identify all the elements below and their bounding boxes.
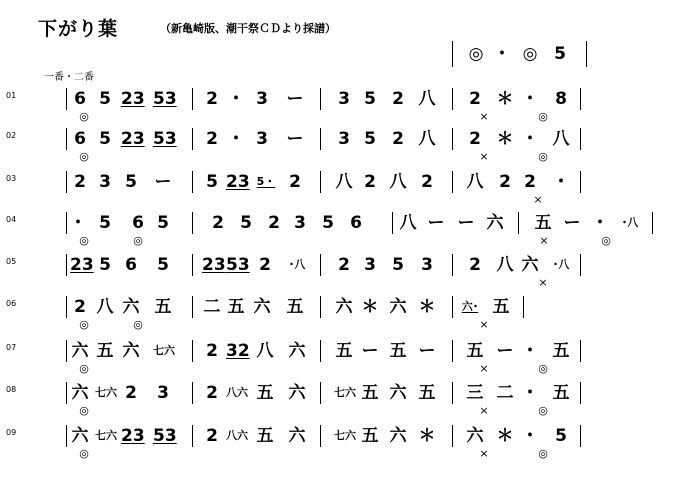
note: 2: [206, 89, 218, 109]
line-number: 05: [6, 257, 17, 266]
note: 2: [499, 172, 511, 192]
barline: [66, 128, 67, 150]
barline: [523, 296, 524, 318]
score-line: [0, 425, 696, 465]
barline: [66, 296, 67, 318]
note: ＊: [496, 129, 514, 149]
double-circle-mark: ◎: [79, 110, 89, 123]
line-number: 03: [6, 174, 17, 183]
score-line: [0, 128, 696, 168]
double-circle-mark: ◎: [79, 362, 89, 375]
line-number: 04: [6, 215, 17, 224]
note: 3: [338, 129, 350, 149]
note: 23: [121, 129, 145, 149]
score-line: [0, 88, 696, 128]
note: 2: [259, 255, 271, 275]
note: ー: [563, 213, 581, 233]
note: 2: [289, 172, 301, 192]
double-circle-mark: ◎: [79, 404, 89, 417]
barline: [580, 425, 581, 447]
barline: [452, 425, 453, 447]
note: 六: [122, 297, 140, 317]
note: 六: [288, 383, 306, 403]
double-circle-mark: ◎: [538, 447, 548, 460]
score-line: [0, 254, 696, 294]
note: 3: [99, 172, 111, 192]
score-line: [0, 340, 696, 380]
note: 2: [125, 383, 137, 403]
note: 七六: [95, 429, 117, 442]
note: 2: [212, 213, 224, 233]
barline: [192, 425, 193, 447]
note: 23: [121, 426, 145, 446]
barline: [66, 425, 67, 447]
cross-mark: ×: [479, 318, 489, 331]
note: 2: [392, 89, 404, 109]
double-circle-mark: ◎: [79, 234, 89, 247]
line-number: 02: [6, 131, 17, 140]
note: ・: [521, 129, 539, 149]
double-circle-mark: ◎: [538, 362, 548, 375]
barline: [452, 382, 453, 404]
barline: [192, 88, 193, 110]
barline: [66, 212, 67, 234]
note: 5: [157, 255, 169, 275]
intro-note: 5: [554, 44, 566, 64]
note: 5: [206, 172, 218, 192]
note: 5: [99, 213, 111, 233]
barline: [452, 254, 453, 276]
note: 2: [338, 255, 350, 275]
note: 5: [392, 255, 404, 275]
note: 五: [361, 383, 379, 403]
barline: [452, 88, 453, 110]
note: 五: [389, 341, 407, 361]
intro-note: ・: [493, 44, 511, 64]
note: 六: [253, 297, 271, 317]
cross-mark: ×: [479, 404, 489, 417]
note: 六: [122, 341, 140, 361]
note: 三: [466, 383, 484, 403]
note: ･八: [552, 258, 570, 271]
note: ＊: [418, 426, 436, 446]
note: 5: [99, 89, 111, 109]
cross-mark: ×: [479, 362, 489, 375]
score-line: [0, 296, 696, 336]
barline: [452, 296, 453, 318]
note: ー: [427, 213, 445, 233]
note: 八六: [226, 429, 248, 442]
note: ＊: [496, 89, 514, 109]
note: 5・: [256, 175, 276, 188]
note: 六: [389, 383, 407, 403]
score-subtitle: （新亀崎版、潮干祭ＣＤより採譜）: [160, 22, 336, 35]
line-number: 08: [6, 385, 17, 394]
double-circle-mark: ◎: [79, 318, 89, 331]
note: 八: [256, 341, 274, 361]
barline: [580, 382, 581, 404]
note: 八: [466, 172, 484, 192]
note: 五: [492, 297, 510, 317]
barline: [586, 41, 587, 67]
note: 3: [157, 383, 169, 403]
note: 五: [534, 213, 552, 233]
barline: [392, 212, 393, 234]
intro-note: ◎: [468, 44, 484, 64]
note: 六: [389, 426, 407, 446]
cross-mark: ×: [539, 234, 549, 247]
note: 8: [555, 89, 567, 109]
note: 3: [364, 255, 376, 275]
barline: [452, 171, 453, 193]
note: 五: [154, 297, 172, 317]
note: 23: [226, 172, 250, 192]
double-circle-mark: ◎: [133, 318, 143, 331]
note: ・: [521, 89, 539, 109]
note: 2: [74, 297, 86, 317]
barline: [452, 340, 453, 362]
intro-measure: [452, 41, 588, 67]
double-circle-mark: ◎: [538, 404, 548, 417]
note: 2: [206, 426, 218, 446]
note: 六･: [461, 300, 479, 313]
barline: [580, 254, 581, 276]
note: 六: [335, 297, 353, 317]
note: ・: [227, 89, 245, 109]
note: 二: [496, 383, 514, 403]
cross-mark: ×: [479, 110, 489, 123]
note: 六: [71, 426, 89, 446]
barline: [66, 254, 67, 276]
note: 2: [469, 89, 481, 109]
barline: [192, 382, 193, 404]
double-circle-mark: ◎: [79, 447, 89, 460]
note: ・: [591, 213, 609, 233]
note: 八: [96, 297, 114, 317]
score-line: [0, 382, 696, 422]
note: 二: [203, 297, 221, 317]
barline: [320, 128, 321, 150]
note: 六: [486, 213, 504, 233]
barline: [192, 171, 193, 193]
barline: [320, 340, 321, 362]
note: 八: [335, 172, 353, 192]
note: 五: [361, 426, 379, 446]
cross-mark: ×: [538, 276, 548, 289]
barline: [320, 382, 321, 404]
note: 2: [206, 383, 218, 403]
note: 2: [206, 341, 218, 361]
note: 6: [74, 129, 86, 149]
barline: [66, 88, 67, 110]
note: 23: [121, 89, 145, 109]
note: 3: [256, 129, 268, 149]
barline: [518, 212, 519, 234]
note: 2: [469, 255, 481, 275]
note: 五: [335, 341, 353, 361]
note: 五: [418, 383, 436, 403]
note: ー: [418, 341, 436, 361]
note: 2: [421, 172, 433, 192]
double-circle-mark: ◎: [538, 150, 548, 163]
note: 六: [288, 341, 306, 361]
note: 七六: [153, 344, 175, 357]
barline: [66, 171, 67, 193]
note: 5: [364, 129, 376, 149]
note: ･八: [288, 258, 306, 271]
note: ー: [457, 213, 475, 233]
score-title: 下がり葉: [38, 18, 119, 40]
double-circle-mark: ◎: [79, 150, 89, 163]
note: 6: [74, 89, 86, 109]
barline: [66, 382, 67, 404]
note: 6: [125, 255, 137, 275]
cross-mark: ×: [479, 150, 489, 163]
barline: [66, 340, 67, 362]
note: 5: [322, 213, 334, 233]
note: 五: [552, 383, 570, 403]
line-number: 09: [6, 428, 17, 437]
double-circle-mark: ◎: [601, 234, 611, 247]
note: ・: [552, 172, 570, 192]
note: 2: [469, 129, 481, 149]
note: 2: [524, 172, 536, 192]
note: 5: [99, 129, 111, 149]
note: 七六: [334, 429, 356, 442]
note: ＊: [361, 297, 379, 317]
note: 53: [153, 129, 177, 149]
barline: [192, 254, 193, 276]
note: 八: [496, 255, 514, 275]
cross-mark: ×: [479, 447, 489, 460]
barline: [320, 88, 321, 110]
note: 八: [418, 89, 436, 109]
barline: [320, 254, 321, 276]
note: 八: [399, 213, 417, 233]
barline: [192, 340, 193, 362]
note: ･八: [621, 216, 639, 229]
note: ー: [286, 129, 304, 149]
barline: [192, 128, 193, 150]
note: 3: [294, 213, 306, 233]
note: 2: [268, 213, 280, 233]
note: 五: [256, 383, 274, 403]
double-circle-mark: ◎: [538, 110, 548, 123]
note: 五: [466, 341, 484, 361]
note: 八: [389, 172, 407, 192]
note: 六: [466, 426, 484, 446]
line-number: 07: [6, 343, 17, 352]
note: ー: [496, 341, 514, 361]
note: 2: [206, 129, 218, 149]
barline: [452, 41, 453, 67]
note: ー: [361, 341, 379, 361]
note: 八: [418, 129, 436, 149]
note: 2: [392, 129, 404, 149]
barline: [320, 425, 321, 447]
note: 53: [153, 89, 177, 109]
note: 五: [227, 297, 245, 317]
note: 5: [555, 426, 567, 446]
note: 23: [70, 255, 94, 275]
note: ・: [521, 341, 539, 361]
note: ・: [521, 426, 539, 446]
note: 六: [71, 383, 89, 403]
note: ー: [154, 172, 172, 192]
note: 3: [338, 89, 350, 109]
barline: [652, 212, 653, 234]
barline: [192, 212, 193, 234]
note: ＊: [418, 297, 436, 317]
note: 3: [256, 89, 268, 109]
note: 23: [202, 255, 226, 275]
barline: [192, 296, 193, 318]
note: 七六: [334, 386, 356, 399]
note: ・: [69, 213, 87, 233]
note: ー: [286, 89, 304, 109]
note: 5: [125, 172, 137, 192]
note: ・: [227, 129, 245, 149]
note: 五: [256, 426, 274, 446]
note: 5: [240, 213, 252, 233]
barline: [320, 296, 321, 318]
note: 2: [364, 172, 376, 192]
line-number: 01: [6, 91, 17, 100]
note: 5: [364, 89, 376, 109]
note: 六: [521, 255, 539, 275]
double-circle-mark: ◎: [133, 234, 143, 247]
barline: [580, 340, 581, 362]
note: 六: [288, 426, 306, 446]
note: 53: [153, 426, 177, 446]
note: 五: [286, 297, 304, 317]
line-number: 06: [6, 299, 17, 308]
note: ・: [521, 383, 539, 403]
note: 3: [421, 255, 433, 275]
note: 八六: [226, 386, 248, 399]
barline: [580, 88, 581, 110]
note: 5: [99, 255, 111, 275]
barline: [580, 171, 581, 193]
note: 五: [552, 341, 570, 361]
note: 6: [350, 213, 362, 233]
score-line: [0, 212, 696, 252]
section-label: 一番・二番: [44, 72, 94, 83]
note: 五: [96, 341, 114, 361]
barline: [580, 128, 581, 150]
note: 6: [132, 213, 144, 233]
note: ＊: [496, 426, 514, 446]
score-line: [0, 171, 696, 211]
note: 5: [157, 213, 169, 233]
note: 六: [71, 341, 89, 361]
note: 2: [74, 172, 86, 192]
note: 八: [552, 129, 570, 149]
cross-mark: ×: [533, 193, 543, 206]
barline: [452, 128, 453, 150]
note: 六: [389, 297, 407, 317]
note: 32: [226, 341, 250, 361]
note: 53: [226, 255, 250, 275]
note: 七六: [95, 386, 117, 399]
barline: [320, 171, 321, 193]
intro-note: ◎: [522, 44, 538, 64]
